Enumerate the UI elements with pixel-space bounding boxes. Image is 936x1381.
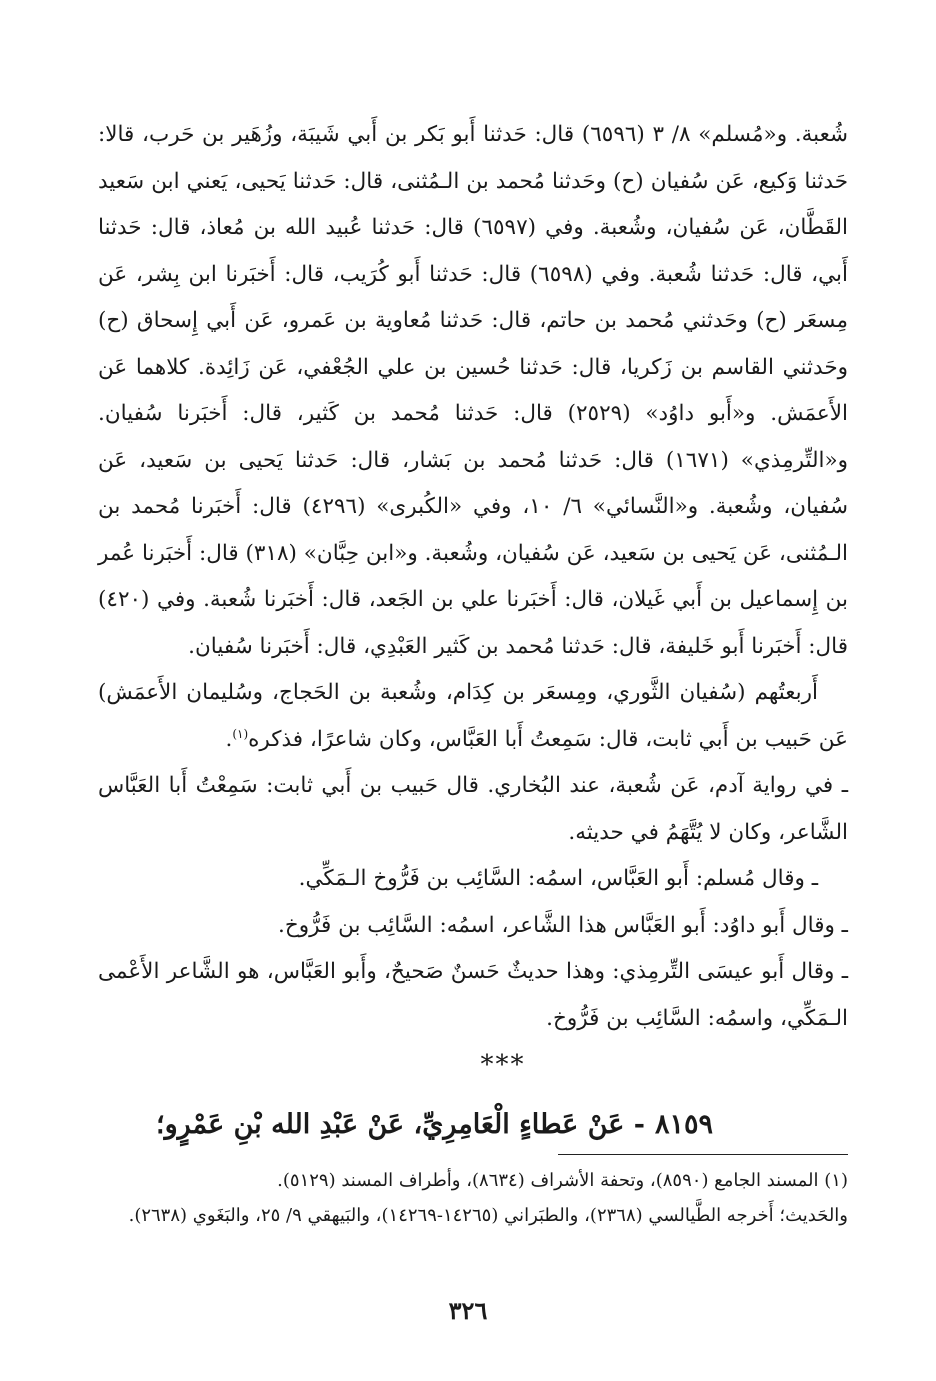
paragraph-four-narrators-end: .	[225, 726, 233, 752]
section-separator: ***	[480, 1050, 526, 1080]
page-number: ٣٢٦	[448, 1296, 488, 1325]
paragraph-four-narrators	[98, 670, 848, 763]
footnote-1-continuation: والحَديث؛ أَخرجه الطَّيالسي (٢٣٦٨)، والطبَراني (١٤٢٦٥-١٤٢٦٩)، والبَيهقي ٩/ ٢٥، والبَغَوي (٢٦٣٨).	[128, 1205, 848, 1226]
hadith-number: ٨١٥٩	[654, 1109, 713, 1140]
note-muslim: ـ وقال مُسلم: أَبو العَبَّاس، اسمُه: السَّائِب بن فَرُّوخ الـمَكِّي.	[298, 866, 818, 891]
hadith-chain-text: عَنْ عَطاءٍ الْعَامِرِيِّ، عَنْ عَبْدِ الله بْنِ عَمْرٍو؛	[155, 1109, 625, 1140]
footnote-divider	[558, 1154, 848, 1155]
hadith-heading	[98, 1100, 848, 1150]
hadith-dash: -	[633, 1109, 645, 1140]
footnote-reference[interactable]: (١)	[232, 726, 249, 741]
paragraph-isnad-sources: شُعبة. و«مُسلم» ٨/ ٣ (٦٥٩٦) قال: حَدثنا أَبو بَكر بن أَبي شَيبَة، وزُهَير بن حَرب، قالا: حَدثنا وَكيع، عَن سُفيان (ح) وحَدثنا مُحمد بن الـمُثنى، قال: حَدثنا يَحيى، يَعني ابن سَعيد القَطَّان، عَن سُفيان، وشُعبة. وفي (٦٥٩٧) قال: حَدثنا عُبيد الله بن مُعاذ، قال: حَدثنا أَبي، قال: حَدثنا شُعبة. وفي (٦٥٩٨) قال: حَدثنا أَبو كُرَيب، قال: أَخبَرنا ابن بِشر، عَن مِسعَر (ح) وحَدثني مُحمد بن حاتم، قال: حَدثنا مُعاوية بن عَمرو، عَن أَبي إِسحاق (ح) وحَدثني القاسم بن زَكريا، قال: حَدثنا حُسين بن علي الجُعْفي، عَن زَائِدة. كلاهما عَن الأَعمَش. و«أَبو داوُد» (٢٥٢٩) قال: حَدثنا مُحمد بن كَثير، قال: أَخبَرنا سُفيان. و«التِّرمِذي» (١٦٧١) قال: حَدثنا مُحمد بن بَشار، قال: حَدثنا يَحيى بن سَعيد، عَن سُفيان، وشُعبة. و«النَّسائي» ٦/ ١٠، وفي «الكُبرى» (٤٢٩٦) قال: أَخبَرنا مُحمد بن الـمُثنى، عَن يَحيى بن سَعيد، عَن سُفيان، وشُعبة. و«ابن حِبَّان» (٣١٨) قال: أَخبَرنا عُمر بن إِسماعيل بن أَبي غَيلان، قال: أَخبَرنا علي بن الجَعد، قال: أَخبَرنا شُعبة. وفي (٤٢٠) قال: أَخبَرنا أَبو خَليفة، قال: حَدثنا مُحمد بن كَثير العَبْدِي، قال: أَخبَرنا سُفيان.	[98, 122, 849, 659]
paragraph-four-narrators-text: أَربعتُهم (سُفيان الثَّوري، ومِسعَر بن كِدَام، وشُعبة بن الحَجاج، وسُليمان الأَعمَش) عَن حَبيب بن أَبي ثابت، قال: سَمِعتُ أَبا العَبَّاس، وكان شاعرًا، فذكره	[98, 680, 848, 752]
note-tirmidhi: ـ وقال أَبو عيسَى التِّرمِذي: وهذا حديثٌ حَسنٌ صَحيحٌ، وأَبو العَبَّاس، هو الشَّاعر الأَعْمى الـمَكِّي، واسمُه: السَّائِب بن فَرُّوخ.	[98, 959, 848, 1031]
footnotes	[98, 1163, 848, 1233]
paragraph-adam-narration: ـ في رواية آدم، عَن شُعبة، عند البُخاري. قال حَبيب بن أَبي ثابت: سَمِعْتُ أَبا العَبَّاس الشَّاعر، وكان لا يُتَّهَمُ في حديثه.	[98, 773, 848, 845]
footnote-1: (١) المسند الجامع (٨٥٩٠)، وتحفة الأشراف (٨٦٣٤)، وأطراف المسند (٥١٢٩).	[277, 1170, 848, 1191]
note-abu-dawud: ـ وقال أَبو داوُد: أَبو العَبَّاس هذا الشَّاعر، اسمُه: السَّائِب بن فَرُّوخ.	[278, 912, 848, 938]
